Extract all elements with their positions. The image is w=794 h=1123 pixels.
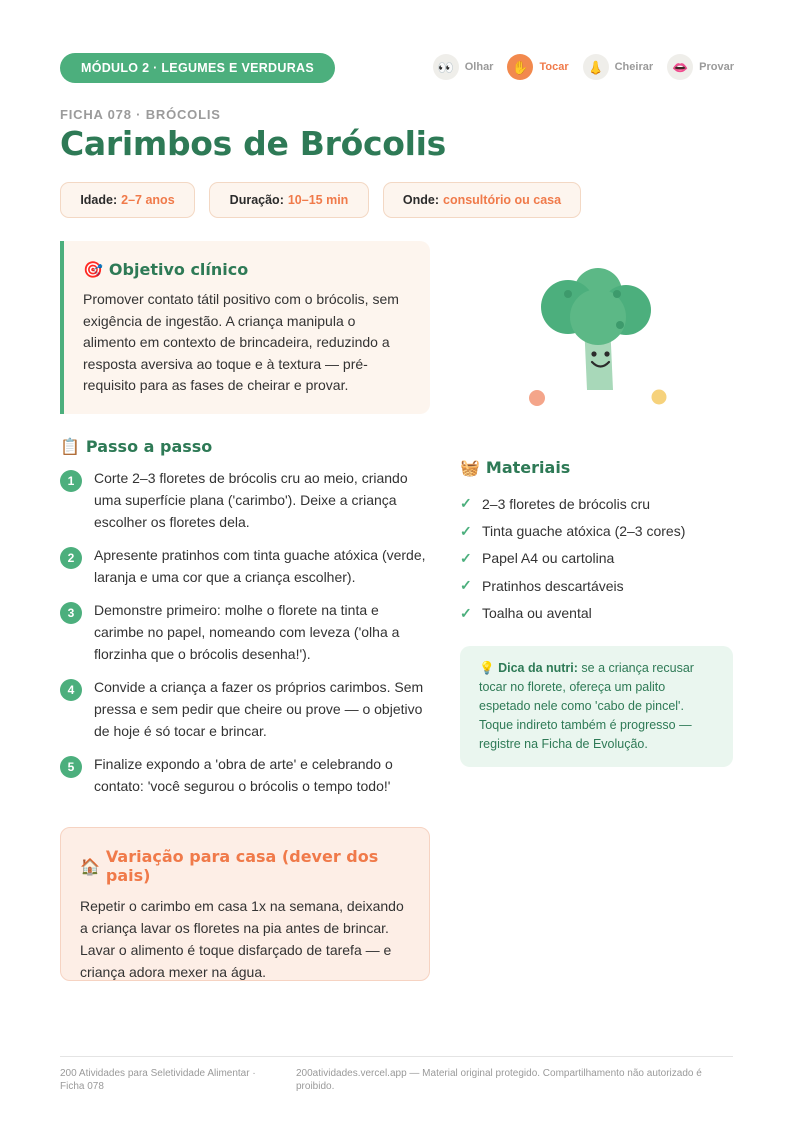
age-chip <box>60 182 195 218</box>
target-icon: 🎯 <box>83 260 103 279</box>
home-variation-box <box>60 827 430 981</box>
step-item <box>60 676 430 742</box>
lightbulb-icon: 💡 <box>479 661 495 675</box>
material-text: Toalha ou avental <box>482 605 592 622</box>
sense-smell-label: Cheirar <box>614 61 654 73</box>
objective-box <box>60 241 430 414</box>
check-icon: ✓ <box>460 549 472 566</box>
sense-taste-label: Provar <box>699 61 734 73</box>
senses-bar <box>433 54 734 80</box>
variation-title <box>80 847 409 885</box>
duration-value: 10–15 min <box>287 193 349 207</box>
step-text: Finalize expondo a 'obra de arte' e celebrando o contato: 'você segurou o brócolis o tempo todo!' <box>94 756 393 794</box>
materials-list <box>460 490 685 627</box>
mouth-icon: 👄 <box>667 54 693 80</box>
check-icon: ✓ <box>460 495 472 512</box>
sense-taste <box>667 54 734 80</box>
steps-list <box>60 467 430 797</box>
page-title: Carimbos de Brócolis <box>60 124 446 163</box>
sense-touch <box>507 54 568 80</box>
step-number: 2 <box>60 547 82 569</box>
house-icon: 🏠 <box>80 856 100 876</box>
material-item <box>460 490 685 517</box>
sense-touch-label: Tocar <box>539 61 569 73</box>
objective-title-text: Objetivo clínico <box>108 260 249 279</box>
duration-chip <box>209 182 369 218</box>
step-item <box>60 753 430 797</box>
objective-text: Promover contato tátil positivo com o brócolis, sem exigência de ingestão. A criança manipula o alimento em contexto de brincadeira, reduzindo a resposta aversiva ao toque e à textura — pré-requisito para as fases de cheirar e provar. <box>83 291 399 393</box>
check-icon: ✓ <box>460 522 472 539</box>
material-item <box>460 517 685 544</box>
step-number: 1 <box>60 470 82 492</box>
age-value: 2–7 anos <box>121 193 175 207</box>
material-item <box>460 600 685 627</box>
sense-look-label: Olhar <box>464 61 494 73</box>
step-number: 3 <box>60 602 82 624</box>
variation-title-text: Variação para casa (dever dos pais) <box>105 847 379 885</box>
sheet-kicker: FICHA 078 · BRÓCOLIS <box>60 107 221 122</box>
module-badge: MÓDULO 2 · LEGUMES E VERDURAS <box>60 53 335 83</box>
materials-title <box>460 458 570 477</box>
nose-icon: 👃 <box>583 54 609 80</box>
clipboard-icon: 📋 <box>60 437 80 456</box>
steps-title <box>60 437 212 456</box>
variation-text: Repetir o carimbo em casa 1x na semana, deixando a criança lavar os floretes na pia antes de brincar. Lavar o alimento é toque disfarçado de tarefa — e criança adora mexer na água. <box>80 898 404 980</box>
basket-icon: 🧺 <box>460 458 480 477</box>
material-item <box>460 572 685 599</box>
age-label: Idade: <box>80 193 118 207</box>
location-label: Onde: <box>402 193 439 207</box>
tip-text: se a criança recusar tocar no florete, ofereça um palito espetado nele como 'cabo de pincel'. Toque indireto também é progresso — registre na Ficha de Evolução. <box>479 661 694 751</box>
hand-icon: ✋ <box>507 54 533 80</box>
step-item <box>60 599 430 665</box>
step-text: Corte 2–3 floretes de brócolis cru ao meio, criando uma superfície plana ('carimbo'). Deixe a criança escolher os floretes dela. <box>94 470 408 530</box>
check-icon: ✓ <box>460 604 472 621</box>
step-text: Convide a criança a fazer os próprios carimbos. Sem pressa e sem pedir que cheire ou prove — o objetivo de hoje é só tocar e brincar. <box>94 679 424 739</box>
material-text: Papel A4 ou cartolina <box>482 550 615 567</box>
footer-left: 200 Atividades para Seletividade Alimentar · Ficha 078 <box>60 1068 256 1092</box>
check-icon: ✓ <box>460 577 472 594</box>
sense-smell <box>583 54 654 80</box>
step-text: Apresente pratinhos com tinta guache atóxica (verde, laranja e uma cor que a criança escolher). <box>94 547 426 585</box>
steps-title-text: Passo a passo <box>85 437 213 456</box>
materials-title-text: Materiais <box>485 458 571 477</box>
eyes-icon: 👀 <box>433 54 459 80</box>
material-text: Tinta guache atóxica (2–3 cores) <box>482 523 686 540</box>
broccoli-illustration <box>512 262 682 412</box>
step-item <box>60 544 430 588</box>
step-item <box>60 467 430 533</box>
sense-look <box>433 54 494 80</box>
footer-right: 200atividades.vercel.app — Material original protegido. Compartilhamento não autorizado é proibido. <box>296 1068 702 1092</box>
footer-divider <box>60 1056 733 1057</box>
objective-title <box>83 260 410 279</box>
material-item <box>460 545 685 572</box>
location-value: consultório ou casa <box>443 193 562 207</box>
tip-label: Dica da nutri: <box>498 661 578 675</box>
material-text: Pratinhos descartáveis <box>482 577 624 594</box>
duration-label: Duração: <box>229 193 284 207</box>
step-number: 5 <box>60 756 82 778</box>
step-text: Demonstre primeiro: molhe o florete na tinta e carimbe no papel, nomeando com leveza ('olha a florzinha que o brócolis desenha!'). <box>94 602 400 662</box>
step-number: 4 <box>60 679 82 701</box>
nutritionist-tip <box>460 646 733 767</box>
location-chip <box>383 182 581 218</box>
material-text: 2–3 floretes de brócolis cru <box>482 495 651 512</box>
